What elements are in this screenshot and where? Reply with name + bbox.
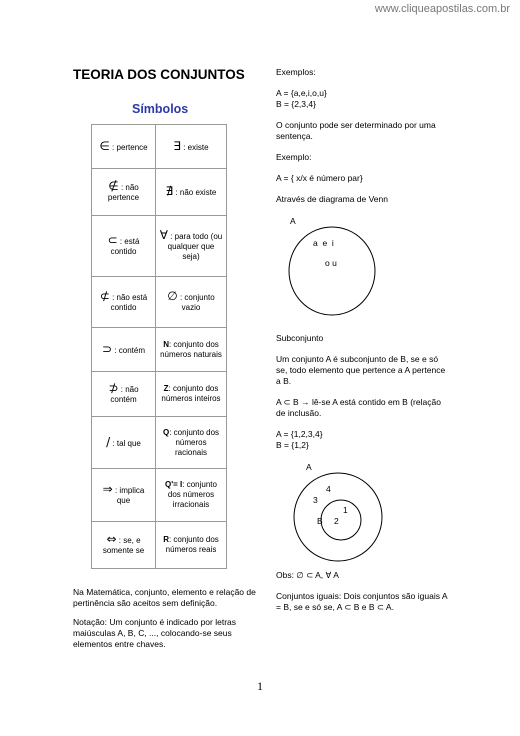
symbols-row bbox=[92, 277, 227, 328]
symbol-meaning: : não está contido bbox=[110, 293, 148, 312]
symbol-cell bbox=[92, 216, 156, 277]
symbols-row bbox=[92, 417, 227, 469]
subset-definition: Um conjunto A é subconjunto de B, se e só se, todo elemento que pertence a A pertence a B. bbox=[276, 354, 446, 386]
symbol-glyph: ∄ bbox=[165, 184, 174, 198]
symbols-row bbox=[92, 169, 227, 216]
venn2-element-3: 3 bbox=[313, 495, 318, 505]
symbol-meaning: : não contém bbox=[110, 385, 139, 404]
example-set-b: B = {2,3,4} bbox=[276, 99, 316, 109]
venn2-inner-label: B bbox=[317, 516, 323, 526]
symbol-glyph: ∃ bbox=[173, 138, 181, 153]
symbols-heading: Símbolos bbox=[132, 102, 189, 116]
symbol-cell bbox=[156, 328, 227, 372]
symbols-table bbox=[91, 124, 227, 569]
site-watermark: www.cliqueapostilas.com.br bbox=[374, 3, 510, 15]
observation: Obs: ∅ ⊂ A, ∀ A bbox=[276, 570, 339, 580]
symbol-meaning: : não pertence bbox=[107, 183, 140, 202]
symbol-cell bbox=[92, 277, 156, 328]
symbols-row bbox=[92, 522, 227, 569]
symbol-glyph: ∈ bbox=[99, 138, 110, 153]
page-number: 1 bbox=[257, 679, 263, 693]
symbol-meaning: : tal que bbox=[112, 438, 141, 448]
symbol-cell bbox=[92, 469, 156, 522]
symbol-cell bbox=[156, 522, 227, 569]
symbol-meaning: : pertence bbox=[112, 142, 148, 152]
symbols-row bbox=[92, 328, 227, 372]
symbol-cell bbox=[156, 125, 227, 169]
subset-title: Subconjunto bbox=[276, 333, 324, 343]
symbol-glyph: ⊄ bbox=[99, 289, 110, 303]
examples-label: Exemplos: bbox=[276, 67, 316, 77]
example-label: Exemplo: bbox=[276, 152, 312, 162]
symbol-glyph: ⊂ bbox=[107, 233, 118, 247]
sentence-note: O conjunto pode ser determinado por uma sentença. bbox=[276, 120, 436, 141]
symbol-cell bbox=[156, 469, 227, 522]
set-symbol: Q bbox=[162, 427, 170, 437]
venn2-element-1: 1 bbox=[343, 505, 348, 515]
venn-diagram-subset bbox=[289, 470, 389, 564]
symbol-meaning: : conjunto vazio bbox=[179, 293, 215, 312]
set-symbol: R bbox=[163, 535, 169, 544]
symbol-meaning: : não existe bbox=[175, 188, 217, 197]
example2-set-a: A = {1,2,3,4} bbox=[276, 429, 323, 439]
symbols-row bbox=[92, 372, 227, 417]
set-symbol: N bbox=[163, 339, 169, 349]
symbols-row bbox=[92, 469, 227, 522]
venn1-label: A bbox=[290, 216, 296, 226]
symbol-cell bbox=[156, 169, 227, 216]
set-symbol: Z bbox=[163, 384, 169, 393]
symbol-glyph: ∉ bbox=[108, 179, 119, 193]
symbol-cell bbox=[92, 372, 156, 417]
symbol-cell bbox=[92, 522, 156, 569]
subset-reading: A ⊂ B → lê-se A está contido em B (relação de inclusão. bbox=[276, 397, 441, 418]
venn2-element-2: 2 bbox=[334, 516, 339, 526]
symbol-glyph: ∅ bbox=[167, 289, 178, 303]
venn-inner-circle bbox=[321, 500, 361, 540]
symbol-glyph: ∀ bbox=[159, 228, 168, 242]
symbol-cell bbox=[92, 125, 156, 169]
equal-sets-text: Conjuntos iguais: Dois conjuntos são iguais A = B, se e só se, A ⊂ B e B ⊂ A. bbox=[276, 591, 448, 612]
symbol-glyph: ⊅ bbox=[108, 381, 119, 395]
symbol-meaning: : contém bbox=[114, 345, 145, 355]
symbol-cell bbox=[92, 328, 156, 372]
notation-paragraph: Notação: Um conjunto é indicado por letras maiúsculas A, B, C, ..., colocando-se seus elementos entre chaves. bbox=[73, 617, 237, 649]
venn-intro: Através de diagrama de Venn bbox=[276, 194, 388, 204]
symbol-meaning: : existe bbox=[183, 142, 209, 152]
venn2-element-4: 4 bbox=[326, 484, 331, 494]
venn2-outer-label: A bbox=[306, 462, 312, 472]
set-symbol: Q'= I bbox=[165, 480, 183, 489]
symbol-meaning: : conjunto dos números naturais bbox=[160, 339, 222, 359]
symbol-meaning: : para todo (ou qualquer que seja) bbox=[167, 232, 223, 261]
page-title: TEORIA DOS CONJUNTOS bbox=[73, 67, 245, 82]
symbol-cell bbox=[156, 372, 227, 417]
symbol-meaning: : conjunto dos números racionais bbox=[169, 427, 220, 457]
example2-set-b: B = {1,2} bbox=[276, 440, 309, 450]
symbol-cell bbox=[92, 169, 156, 216]
symbols-row bbox=[92, 216, 227, 277]
symbol-meaning: : conjunto dos números inteiros bbox=[161, 384, 221, 403]
venn1-row2: o u bbox=[325, 258, 337, 268]
symbol-meaning: : está contido bbox=[110, 237, 140, 256]
symbols-row bbox=[92, 125, 227, 169]
symbol-meaning: : implica que bbox=[114, 486, 145, 505]
symbol-meaning: : conjunto dos números reais bbox=[165, 535, 219, 554]
symbol-meaning: : se, e somente se bbox=[102, 536, 145, 555]
example-sentence: A = { x/x é número par} bbox=[276, 173, 363, 183]
symbol-cell bbox=[156, 216, 227, 277]
symbol-meaning: : conjunto dos números irracionais bbox=[167, 480, 217, 509]
example-set-a: A = {a,e,i,o,u} bbox=[276, 88, 327, 98]
intro-paragraph: Na Matemática, conjunto, elemento e relação de pertinência são aceitos sem definição. bbox=[73, 587, 256, 608]
symbol-cell bbox=[156, 417, 227, 469]
symbol-glyph: / bbox=[106, 434, 111, 449]
symbol-cell bbox=[156, 277, 227, 328]
symbol-glyph: ⊃ bbox=[102, 341, 113, 356]
venn1-row1: a e i bbox=[313, 238, 334, 248]
symbol-cell bbox=[92, 417, 156, 469]
symbol-glyph: ⇔ bbox=[106, 532, 117, 546]
symbol-glyph: ⇒ bbox=[102, 482, 113, 496]
